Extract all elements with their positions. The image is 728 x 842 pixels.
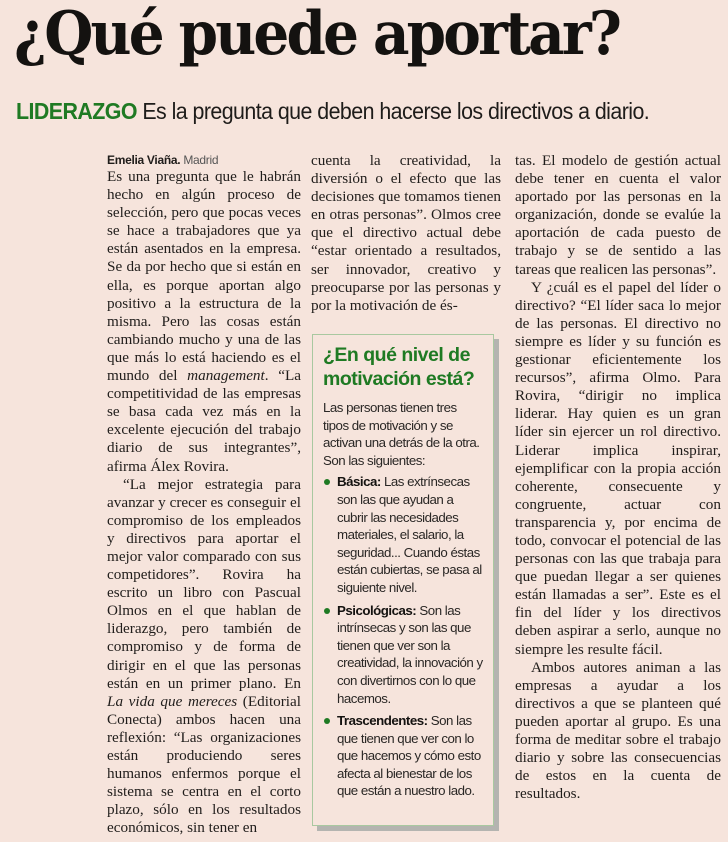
byline-place: Madrid: [183, 153, 219, 167]
list-term: Trascendentes:: [337, 713, 428, 729]
list-text: Las extrínsecas son las que ayudan a cubrir las necesidades materiales, el salario, la seguridad... Cuando éstas están cubiertas, se pasa al siguiente nivel.: [337, 474, 482, 595]
list-item: [323, 473, 485, 596]
headline: ¿Qué puede aportar?: [14, 0, 620, 69]
sidebar-title: ¿En qué nivel de motivación está?: [323, 344, 475, 390]
bullet-icon: [324, 608, 330, 614]
paragraph: [107, 168, 301, 476]
paragraph: Y ¿cuál es el papel del líder o directivo? “El líder saca lo mejor de las personas. El directivo no siempre es líder y su función es gestionar eficientemente los recursos”, afirma Olmo. Para Rovira, “dirigir no implica liderar. Hay quien es un gran líder sin ejercer un rol directivo. Liderar implica inspirar, ejemplificar con la propia acción coherente, consecuente y congruente, actuar con transparencia y, por encima de todo, convocar el potencial de las personas con las que trabaja para que puedan llegar a ser quienes están llamadas a ser”. Este es el fin del líder y los directivos deben aspirar a serlo, aunque no siempre les resulte fácil.: [515, 278, 721, 658]
section-kicker: LIDERAZGO: [16, 98, 137, 124]
paragraph-text: Es una pregunta que le habrán hecho en algún proceso de selección, pero que pocas veces se hace a trabajadores que ya están asentados en la empresa. Se da por hecho que si están en ella, es porque aportan algo positivo a la estructura de la misma. Pero las cosas están cambiando mucho y una de las que más lo está haciendo es el mundo del: [107, 168, 301, 385]
paragraph: cuenta la creatividad, la diversión o el efecto que las decisiones que tomamos tienen en otras personas”. Olmos cree que el directivo actual debe “estar orientado a resultados, ser innovador, creativo y preocuparse por las personas y por la motivación de és-: [311, 152, 501, 314]
article-column-1: [107, 152, 301, 837]
paragraph: tas. El modelo de gestión actual debe tener en cuenta el valor aportado por las personas en la organización, donde se evalúe la aportación de cada puesto de trabajo y se de sentido a las tareas que realicen las personas”.: [515, 152, 721, 278]
byline-author: Emelia Viaña.: [107, 153, 181, 167]
subhead-text: Es la pregunta que deben hacerse los directivos a diario.: [142, 98, 650, 124]
article-column-2: [311, 152, 501, 315]
book-title: La vida que mereces: [107, 692, 238, 710]
motivation-list: [323, 473, 485, 800]
bullet-icon: [324, 479, 330, 485]
list-item: [323, 712, 485, 800]
paragraph: [107, 476, 301, 838]
list-text: Son las que tienen que ver con lo que hacemos y cómo esto afecta al bienestar de los que están a nuestro lado.: [337, 713, 481, 799]
sidebar-box: [312, 334, 494, 826]
byline: [107, 152, 301, 168]
list-text: Son las intrínsecas y son las que tienen que ver son la creatividad, la innovación y con divertirnos con lo que hacemos.: [337, 602, 483, 706]
list-term: Básica:: [337, 474, 381, 490]
list-item: [323, 602, 485, 708]
paragraph: Ambos autores animan a las empresas a ayudar a los directivos a que se planteen qué pueden aportar al grupo. Es una forma de meditar sobre el trabajo diario y sobre las consecuencias de estos en la cuenta de resultados.: [515, 658, 721, 803]
subhead: [16, 98, 649, 125]
sidebar-intro: Las personas tienen tres tipos de motivación y se activan una detrás de la otra. Son las siguientes:: [323, 400, 480, 468]
article-column-3: [515, 152, 721, 803]
paragraph-text: (Editorial Conecta) ambos hacen una reflexión: “Las organizaciones están produciendo seres humanos enfermos porque el sistema se centra en el corto plazo, sólo en los resultados económicos, sin tener en: [107, 692, 301, 837]
italic-term: management: [187, 367, 265, 385]
list-term: Psicológicas:: [337, 602, 417, 618]
paragraph-text: “La mejor estrategia para avanzar y crecer es conseguir el compromiso de los empleados y directivos para aportar el mejor valor comparado con sus competidores”. Rovira ha escrito un libro con Pascual Olmos en el que hablan de liderazgo, pero también de compromiso y de forma de dirigir en el que las personas están en un primer plano. En: [107, 475, 301, 692]
paragraph-text: . “La competitividad de las empresas se basa cada vez más en la excelente ejecución del trabajo diario de sus integrantes”, afirma Álex Rovira.: [107, 367, 301, 475]
bullet-icon: [324, 718, 330, 724]
